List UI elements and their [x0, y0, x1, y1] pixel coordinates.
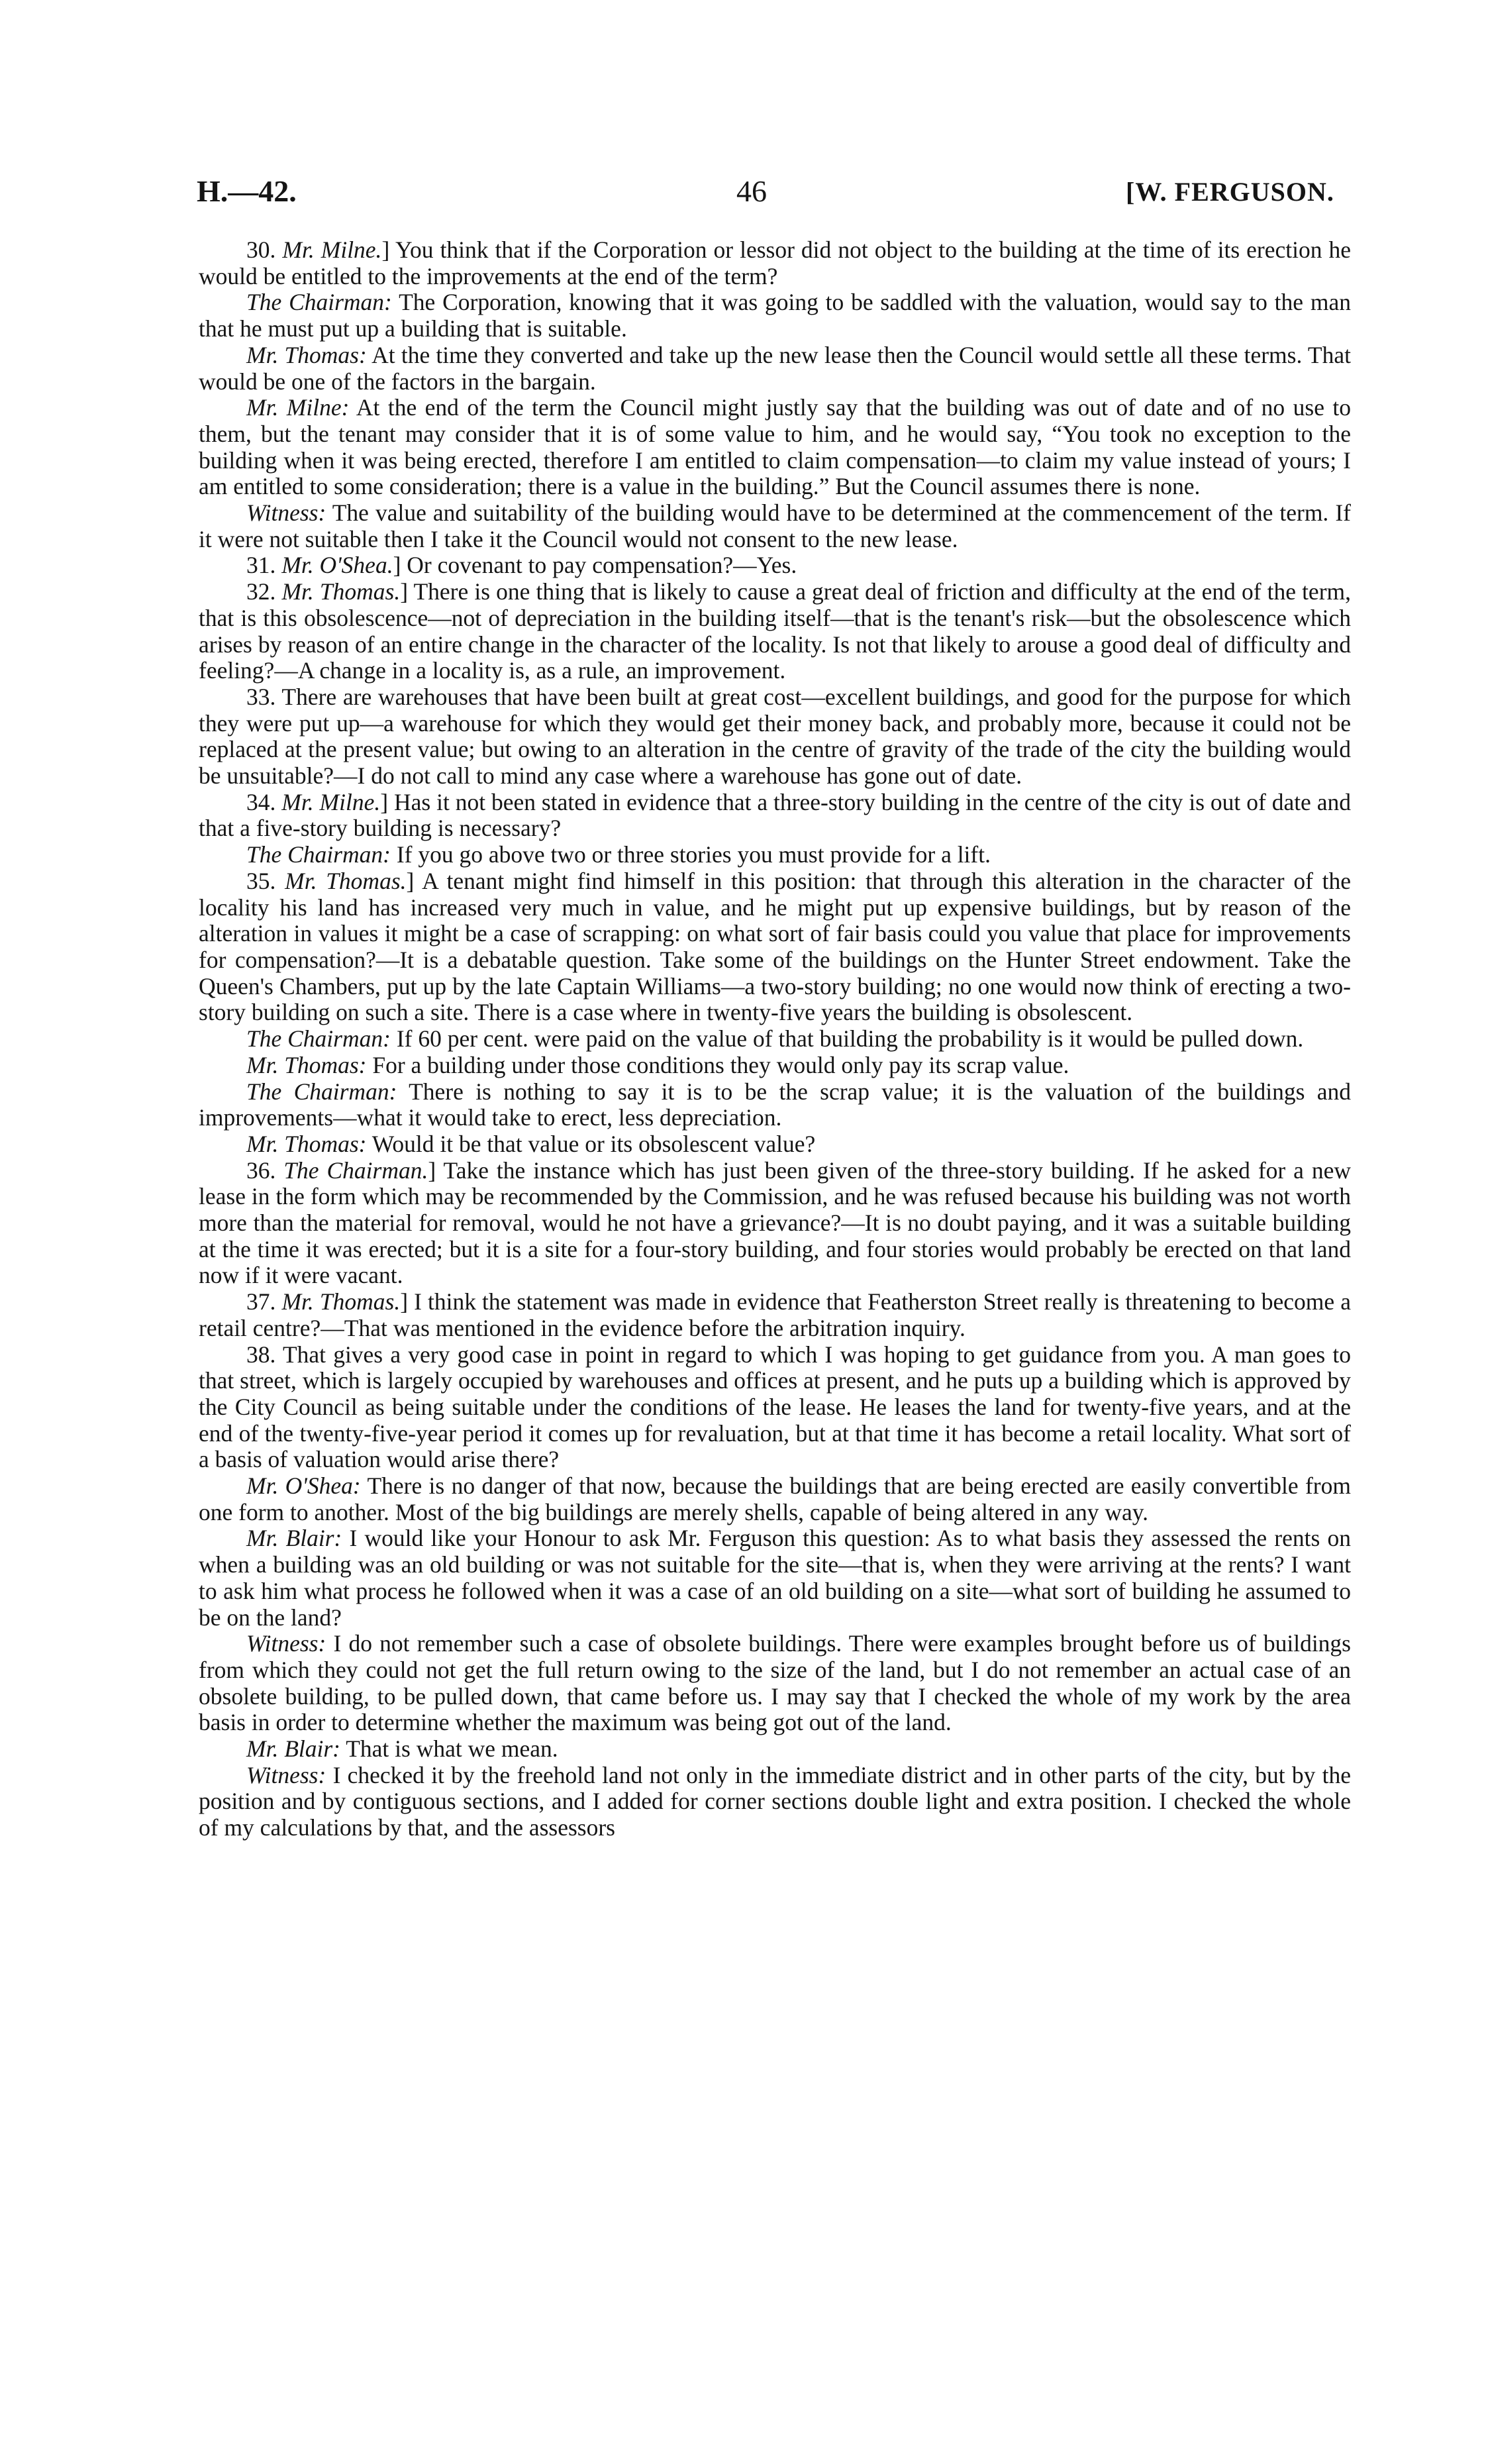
paragraph-text: ] There is one thing that is likely to cause a great deal of friction and difficulty at the end of the term, that is this obsolescence—not of depreciation in the building itself—that is the tenant's risk—but the obsolescence which arises by reason of an entire change in the character of the locality. Is not that likely to arouse a good deal of difficulty and feeling?—A change in a locality is, as a rule, an improvement.	[199, 578, 1352, 684]
speaker-name: Mr. Thomas.	[281, 578, 401, 605]
paragraph-text: The value and suitability of the building would have to be determined at the commencement of the term. If it were not suitable then I take it the Council would not consent to the new lease.	[199, 499, 1351, 552]
paragraph	[199, 868, 1351, 1026]
paragraph-text: I would like your Honour to ask Mr. Ferguson this question: As to what basis they assessed the rents on when a building was an old building or was not suitable for the site—that is, when they were arriving at the rents? I want to ask him what process he followed when it was a case of an old building on a site—what sort of building he assumed to be on the land?	[199, 1525, 1352, 1631]
paragraph-text: ] Take the instance which has just been given of the three-story building. If he asked for a new lease in the form which may be recommended by the Commission, and he was refused because his building was not worth more than the material for removal, would he not have a grievance?—It is no doubt paying, and it was a suitable building at the time it was erected; but it is a site for a four-story building, and four stories would probably be erected on that land now if it were vacant.	[199, 1156, 1352, 1289]
paragraph	[199, 684, 1351, 790]
speaker-name: The Chairman:	[246, 1025, 391, 1052]
paragraph	[199, 1736, 1351, 1763]
paragraph	[199, 289, 1351, 342]
paragraph	[199, 1131, 1351, 1158]
paragraph-text: At the end of the term the Council might justly say that the building was out of date and of no use to them, but the tenant may consider that it is of some value to him, and he would say, “You took no exception to the building when it was being erected, therefore I am entitled to claim compensation—to claim my value instead of yours; I am entitled to some consideration; there is a value in the building.” But the Council assumes there is none.	[199, 394, 1351, 500]
question-number: 31.	[246, 552, 282, 579]
paragraph-text: ] Has it not been stated in evidence that a three-story building in the centre of the city is out of date and that a five-story building is necessary?	[199, 788, 1351, 842]
page-header	[0, 174, 1486, 220]
witness-name: [W. FERGUSON.	[1126, 177, 1334, 207]
paragraph	[199, 552, 1351, 579]
question-number: 38.	[246, 1341, 283, 1368]
document-reference: H.—42.	[197, 174, 297, 208]
paragraph-text: ] I think the statement was made in evidence that Featherston Street really is threatening to become a retail centre?—That was mentioned in the evidence before the arbitration inquiry.	[199, 1288, 1352, 1341]
paragraph-text: That gives a very good case in point in regard to which I was hoping to get guidance from you. A man goes to that street, which is largely occupied by warehouses and offices at present, and he puts up a building which is approved by the City Council as being suitable under the conditions of the lease. He leases the land for twenty-five years, and at the end of the twenty-five-year period it comes up for revaluation, but at that time it has become a retail locality. What sort of a basis of valuation would arise there?	[199, 1341, 1351, 1473]
paragraph	[199, 1763, 1351, 1841]
paragraph-text: ] Or covenant to pay compensation?—Yes.	[393, 552, 797, 579]
page-number: 46	[736, 174, 767, 208]
paragraph	[199, 1473, 1351, 1525]
paragraph-text: I checked it by the freehold land not only in the immediate district and in other parts of the city, but by the position and by contiguous sections, and I added for corner sections double light and extra position. I checked the whole of my calculations by that, and the assessors	[199, 1761, 1351, 1841]
speaker-name: Witness:	[246, 1761, 326, 1788]
speaker-name: Mr. Thomas.	[281, 1288, 401, 1315]
paragraph-text: There are warehouses that have been built at great cost—excellent buildings, and good for the purpose for which they were put up—a warehouse for which they would get their money back, and probably more, because it could not be replaced at the present value; but owing to an alteration in the centre of gravity of the trade of the city the building would be unsuitable?—I do not call to mind any case where a warehouse has gone out of date.	[199, 683, 1351, 790]
paragraph	[199, 395, 1351, 500]
paragraph	[199, 842, 1351, 868]
speaker-name: Mr. Milne.	[281, 788, 381, 815]
speaker-name: Mr. Thomas:	[246, 341, 367, 368]
speaker-name: Mr. Blair:	[246, 1735, 340, 1763]
speaker-name: The Chairman:	[246, 841, 391, 868]
paragraph-text: If you go above two or three stories you must provide for a lift.	[390, 841, 991, 868]
paragraph	[199, 1158, 1351, 1290]
paragraph	[199, 237, 1351, 289]
speaker-name: Mr. Thomas:	[246, 1130, 367, 1157]
speaker-name: Witness:	[246, 1630, 326, 1657]
paragraph	[199, 1079, 1351, 1131]
speaker-name: Mr. Thomas.	[285, 867, 407, 894]
paragraph-text: ] A tenant might find himself in this position: that through this alteration in the character of the locality his land has increased very much in value, and he might put up expensive buildings, but by reason of the alteration in values it might be a case of scrapping: on what sort of fair basis could you value that place for improvements for compensation?—It is a debatable question. Take some of the buildings on the Hunter Street endowment. Take the Queen's Chambers, put up by the late Captain Williams—a two-story building; no one would now think of erecting a two-story building on such a site. There is a case where in twenty-five years the building is obsolescent.	[199, 867, 1351, 1026]
question-number: 30.	[246, 236, 283, 263]
page-body	[199, 237, 1351, 1841]
paragraph-text: If 60 per cent. were paid on the value of that building the probability is it would be pulled down.	[390, 1025, 1304, 1052]
paragraph	[199, 500, 1351, 552]
paragraph-text: Would it be that value or its obsolescent value?	[366, 1130, 816, 1157]
paragraph-text: For a building under those conditions they would only pay its scrap value.	[366, 1051, 1069, 1078]
paragraph	[199, 790, 1351, 842]
question-number: 37.	[246, 1288, 282, 1315]
paragraph	[199, 342, 1351, 395]
paragraph-text: ] You think that if the Corporation or lessor did not object to the building at the time of its erection he would be entitled to the improvements at the end of the term?	[199, 236, 1352, 289]
speaker-name: Mr. Thomas:	[246, 1051, 367, 1078]
question-number: 34.	[246, 788, 282, 815]
question-number: 32.	[246, 578, 282, 605]
paragraph	[199, 1631, 1351, 1736]
paragraph	[199, 1342, 1351, 1474]
paragraph	[199, 579, 1351, 684]
paragraph	[199, 1026, 1351, 1052]
paragraph-text: I do not remember such a case of obsolete buildings. There were examples brought before us of buildings from which they could not get the full return owing to the size of the land, but I do not remember an actual case of an obsolete building, to be pulled down, that came before us. I may say that I checked the whole of my work by the area basis in order to determine whether the maximum was being got out of the land.	[199, 1630, 1351, 1736]
paragraph-text: There is no danger of that now, because the buildings that are being erected are easily convertible from one form to another. Most of the big buildings are merely shells, capable of being altered in any way.	[199, 1472, 1351, 1525]
speaker-name: Mr. Blair:	[246, 1525, 342, 1552]
paragraph	[199, 1525, 1351, 1631]
speaker-name: The Chairman:	[246, 289, 392, 316]
speaker-name: Mr. O'Shea:	[246, 1472, 361, 1500]
speaker-name: Mr. Milne:	[246, 394, 350, 421]
speaker-name: Witness:	[246, 499, 326, 527]
paragraph	[199, 1289, 1351, 1341]
paragraph	[199, 1052, 1351, 1079]
question-number: 36.	[246, 1156, 284, 1184]
question-number: 33.	[246, 683, 282, 710]
paragraph-text: At the time they converted and take up the new lease then the Council would settle all these terms. That would be one of the factors in the bargain.	[199, 341, 1351, 395]
speaker-name: Mr. O'Shea.	[281, 552, 393, 579]
speaker-name: The Chairman.	[283, 1156, 428, 1184]
speaker-name: The Chairman:	[246, 1078, 397, 1105]
paragraph-text: That is what we mean.	[340, 1735, 558, 1763]
paragraph-text: The Corporation, knowing that it was going to be saddled with the valuation, would say to the man that he must put up a building that is suitable.	[199, 289, 1351, 342]
paragraph-text: There is nothing to say it is to be the scrap value; it is the valuation of the buildings and improvements—what it would take to erect, less depreciation.	[199, 1078, 1351, 1131]
question-number: 35.	[246, 867, 285, 894]
speaker-name: Mr. Milne.	[282, 236, 382, 263]
